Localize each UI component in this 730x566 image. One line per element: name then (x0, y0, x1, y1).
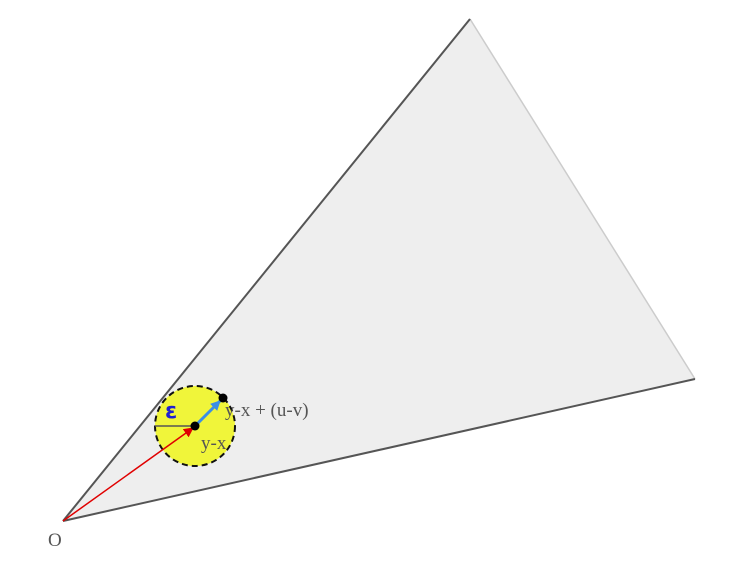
epsilon-label: ε (165, 399, 178, 424)
label-y-minus-x: y-x (201, 433, 227, 454)
point-y-minus-x (191, 422, 200, 431)
cone-region (63, 19, 695, 521)
label-perturbed-vector: y-x + (u-v) (225, 400, 309, 421)
origin-label: O (48, 530, 62, 551)
